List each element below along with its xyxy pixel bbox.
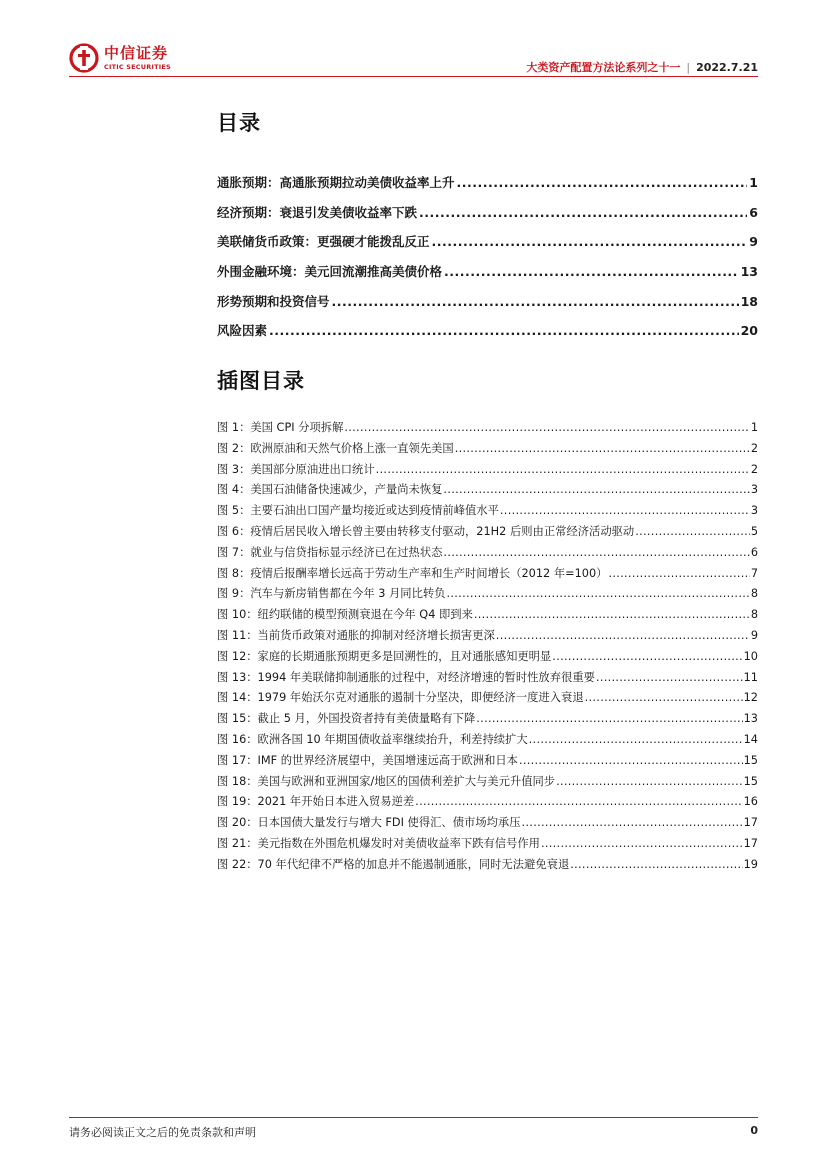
- toc-title: 目录: [217, 111, 261, 135]
- figure-leader-dots: [556, 775, 743, 788]
- figure-leader-dots: [519, 754, 743, 767]
- figure-item[interactable]: [217, 648, 758, 669]
- figure-leader-dots: [496, 629, 750, 642]
- figure-leader-dots: [529, 733, 743, 746]
- toc-item[interactable]: [217, 173, 758, 203]
- figure-item-page: 6: [750, 545, 758, 559]
- logo-chinese-name: 中信证券: [104, 43, 169, 62]
- figure-item[interactable]: [217, 502, 758, 523]
- toc-item[interactable]: [217, 232, 758, 262]
- figure-item[interactable]: [217, 461, 758, 482]
- figure-leader-dots: [522, 816, 743, 829]
- figure-item[interactable]: [217, 585, 758, 606]
- page-number: 0: [750, 1124, 758, 1137]
- figure-leader-dots: [447, 587, 750, 600]
- figure-item[interactable]: [217, 835, 758, 856]
- figure-item-title: 图 14：1979 年始沃尔克对通胀的遏制十分坚决，即便经济一度进入衰退: [217, 691, 584, 705]
- figure-item-page: 2: [750, 441, 758, 455]
- figure-leader-dots: [608, 567, 749, 580]
- figure-item-title: 图 19：2021 年开始日本进入贸易逆差: [217, 795, 415, 809]
- figure-item-title: 图 22：70 年代纪律不严格的加息并不能遏制通胀，同时无法避免衰退: [217, 857, 570, 871]
- figure-item[interactable]: [217, 419, 758, 440]
- report-header: [526, 59, 758, 75]
- toc-leader-dots: [269, 323, 739, 338]
- series-title: 大类资产配置方法论系列之十一: [526, 61, 681, 74]
- toc-leader-dots: [419, 205, 747, 220]
- figure-item-page: 13: [743, 712, 758, 726]
- figure-item-page: 12: [743, 691, 758, 705]
- figure-item-title: 图 3：美国部分原油进出口统计: [217, 462, 375, 476]
- figure-item-page: 3: [750, 504, 758, 518]
- figure-leader-dots: [344, 421, 749, 434]
- figure-item[interactable]: [217, 856, 758, 877]
- footer-disclaimer: 请务必阅读正文之后的免责条款和声明: [69, 1126, 256, 1139]
- figure-item-page: 1: [750, 421, 758, 434]
- figure-item-page: 11: [743, 670, 758, 684]
- header-separator: |: [686, 61, 691, 74]
- figure-item-page: 15: [743, 774, 758, 788]
- figure-item-title: 图 1：美国 CPI 分项拆解: [217, 421, 344, 434]
- figure-item-title: 图 17：IMF 的世界经济展望中，美国增速远高于欧洲和日本: [217, 753, 518, 767]
- figure-item[interactable]: [217, 710, 758, 731]
- report-date: 2022.7.21: [696, 61, 758, 74]
- figure-item[interactable]: [217, 565, 758, 586]
- figure-item-page: 3: [750, 483, 758, 497]
- figure-item-title: 图 4：美国石油储备快速减少，产量尚未恢复: [217, 483, 443, 497]
- toc-item[interactable]: [217, 321, 758, 351]
- figure-item[interactable]: [217, 752, 758, 773]
- figure-leader-dots: [476, 712, 742, 725]
- figure-leader-dots: [474, 608, 750, 621]
- figure-item-page: 16: [743, 795, 758, 809]
- toc-item-title: 经济预期：衰退引发美债收益率下跌: [217, 204, 418, 220]
- figure-item[interactable]: [217, 773, 758, 794]
- figure-item-title: 图 8：疫情后报酬率增长远高于劳动生产率和生产时间增长（2012 年=100）: [217, 566, 608, 580]
- figure-item-page: 8: [750, 608, 758, 622]
- figure-item[interactable]: [217, 814, 758, 835]
- figure-item-page: 17: [743, 816, 758, 830]
- figure-item[interactable]: [217, 793, 758, 814]
- toc-item[interactable]: [217, 262, 758, 292]
- toc-leader-dots: [332, 294, 739, 309]
- figure-item-page: 8: [750, 587, 758, 601]
- figure-item-title: 图 7：就业与信贷指标显示经济已在过热状态: [217, 545, 443, 559]
- toc-list: [217, 173, 758, 351]
- figure-item-page: 15: [743, 753, 758, 767]
- figure-item-page: 2: [750, 462, 758, 476]
- figure-item[interactable]: [217, 627, 758, 648]
- figure-item-title: 图 12：家庭的长期通胀预期更多是回溯性的，且对通胀感知更明显: [217, 649, 552, 663]
- figure-item-page: 10: [743, 649, 758, 663]
- toc-item-title: 外围金融环境：美元回流潮推高美债价格: [217, 264, 443, 280]
- figure-item-title: 图 13：1994 年美联储抑制通胀的过程中，对经济增速的暂时性放弃很重要: [217, 670, 595, 684]
- toc-item-page: 13: [740, 264, 758, 280]
- figure-leader-dots: [376, 463, 750, 476]
- footer-divider: [69, 1117, 758, 1118]
- figure-item[interactable]: [217, 606, 758, 627]
- figure-item[interactable]: [217, 669, 758, 690]
- figures-list: [217, 419, 758, 877]
- figure-leader-dots: [635, 525, 750, 538]
- figure-leader-dots: [500, 504, 750, 517]
- figure-item-page: 5: [750, 524, 758, 538]
- figure-leader-dots: [455, 442, 750, 455]
- toc-item-title: 美联储货币政策：更强硬才能拨乱反正: [217, 234, 430, 250]
- figure-item-page: 7: [750, 566, 758, 580]
- figure-leader-dots: [596, 671, 743, 684]
- figure-leader-dots: [541, 837, 743, 850]
- figure-item[interactable]: [217, 440, 758, 461]
- toc-item-title: 形势预期和投资信号: [217, 293, 330, 309]
- figure-item-title: 图 9：汽车与新房销售都在今年 3 月同比转负: [217, 587, 446, 601]
- toc-item-title: 通胀预期：高通胀预期拉动美债收益率上升: [217, 175, 455, 190]
- figure-item-title: 图 5：主要石油出口国产量均接近或达到疫情前峰值水平: [217, 504, 499, 518]
- toc-item-page: 9: [749, 234, 758, 250]
- logo-english-name: CITIC SECURITIES: [104, 62, 171, 71]
- figure-item-title: 图 21：美元指数在外围危机爆发时对美债收益率下跌有信号作用: [217, 836, 540, 850]
- figure-item-title: 图 2：欧洲原油和天然气价格上涨一直领先美国: [217, 441, 454, 455]
- figure-item-title: 图 16：欧洲各国 10 年期国债收益率继续抬升，利差持续扩大: [217, 732, 528, 746]
- figure-item[interactable]: [217, 544, 758, 565]
- toc-item-title: 风险因素: [217, 323, 268, 339]
- figure-item-title: 图 10：纽约联储的模型预测衰退在今年 Q4 即到来: [217, 608, 473, 622]
- toc-item[interactable]: [217, 203, 758, 233]
- toc-item[interactable]: [217, 292, 758, 322]
- toc-item-page: 1: [749, 175, 758, 190]
- figure-item-page: 9: [750, 628, 758, 642]
- header-divider: [69, 76, 758, 77]
- figure-item[interactable]: [217, 481, 758, 502]
- figure-leader-dots: [552, 650, 742, 663]
- toc-item-page: 18: [740, 293, 758, 309]
- toc-item-page: 6: [749, 204, 758, 220]
- figure-leader-dots: [443, 483, 749, 496]
- figure-leader-dots: [415, 795, 742, 808]
- figure-leader-dots: [443, 546, 749, 559]
- toc-leader-dots: [457, 175, 748, 190]
- figure-leader-dots: [570, 858, 742, 871]
- figure-item-page: 17: [743, 836, 758, 850]
- figure-item-title: 图 6：疫情后居民收入增长曾主要由转移支付驱动，21H2 后则由正常经济活动驱动: [217, 524, 635, 538]
- figure-item-title: 图 15：截止 5 月，外国投资者持有美债量略有下降: [217, 712, 476, 726]
- figure-leader-dots: [585, 691, 743, 704]
- figure-item-title: 图 18：美国与欧洲和亚洲国家/地区的国债利差扩大与美元升值同步: [217, 774, 556, 788]
- toc-leader-dots: [432, 234, 748, 249]
- toc-leader-dots: [444, 264, 739, 279]
- figure-item-title: 图 11：当前货币政策对通胀的抑制对经济增长损害更深: [217, 628, 495, 642]
- figure-item-page: 19: [743, 857, 758, 871]
- figure-item-title: 图 20：日本国债大量发行与增大 FDI 使得汇、债市场均承压: [217, 816, 521, 830]
- citic-logo: [69, 43, 171, 73]
- figure-item[interactable]: [217, 689, 758, 710]
- figure-item[interactable]: [217, 731, 758, 752]
- figure-item[interactable]: [217, 523, 758, 544]
- citic-logo-icon: [69, 43, 99, 73]
- toc-item-page: 20: [740, 323, 758, 339]
- figures-title: 插图目录: [217, 369, 305, 393]
- figure-item-page: 14: [743, 732, 758, 746]
